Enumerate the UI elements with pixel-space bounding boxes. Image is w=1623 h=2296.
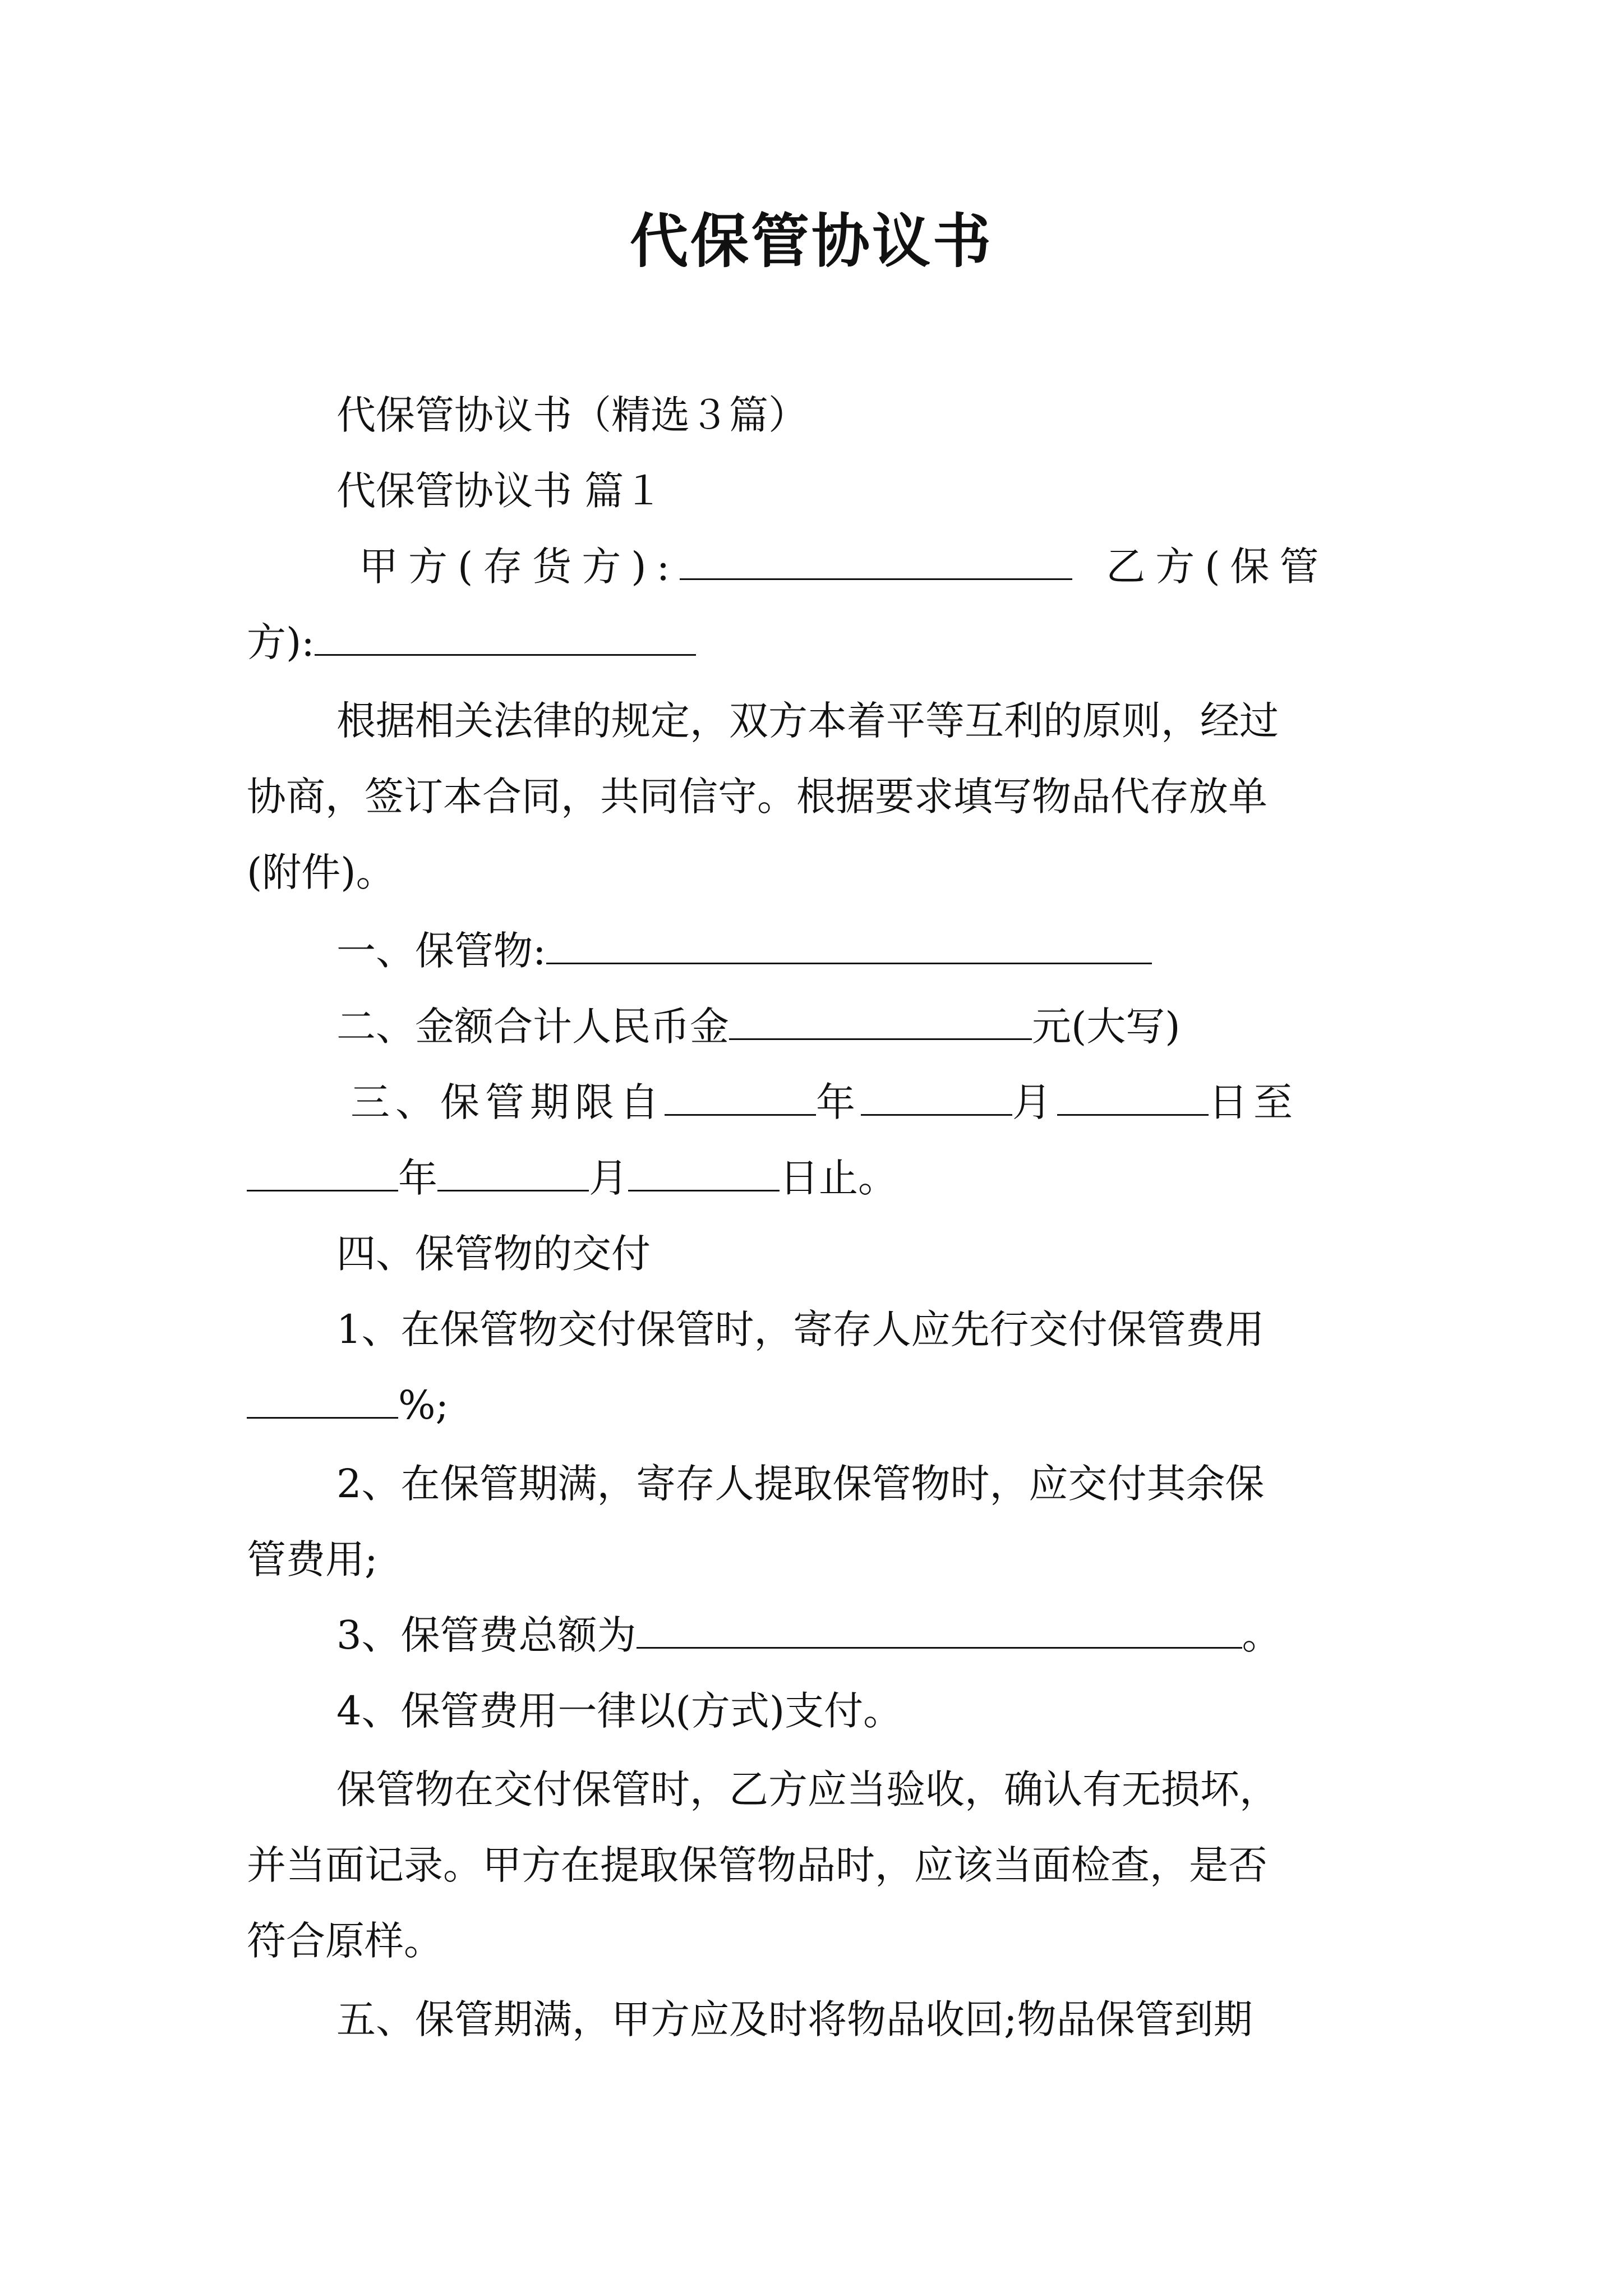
item-1-label: 一、保管物: <box>336 928 546 974</box>
clause-2-line-2: 管费用; <box>247 1536 378 1582</box>
clause-1-blank <box>247 1378 398 1419</box>
item-3-blank-year-2 <box>247 1151 398 1191</box>
item-3-row-2 <box>247 1150 897 1206</box>
clause-1-row-2 <box>247 1377 449 1433</box>
clause-3-label: 3、保管费总额为 <box>336 1612 637 1658</box>
item-3-year: 年 <box>816 1079 861 1125</box>
subtitle: 代保管协议书（精选３篇） <box>336 392 808 438</box>
item-3-blank-month <box>861 1075 1012 1116</box>
party-b-blank <box>315 615 696 656</box>
item-5-line-1: 五、保管期满，甲方应及时将物品收回;物品保管到期 <box>336 1996 1253 2042</box>
party-a-row <box>359 539 1329 595</box>
party-b-label: 乙方(保管 <box>1106 544 1329 590</box>
item-3-blank-month-2 <box>437 1151 589 1191</box>
clause-1-line-1: 1、在保管物交付保管时，寄存人应先行交付保管费用 <box>336 1306 1265 1352</box>
item-3-blank-day <box>1057 1075 1209 1116</box>
item-2-row <box>336 999 1181 1055</box>
item-3-month-2: 月 <box>589 1155 628 1201</box>
item-1-blank <box>546 923 1152 964</box>
item-3-month: 月 <box>1012 1079 1057 1125</box>
inspect-line-2: 并当面记录。甲方在提取保管物品时，应该当面检查，是否 <box>247 1842 1267 1888</box>
intro-line-1: 根据相关法律的规定，双方本着平等互利的原则，经过 <box>336 698 1279 744</box>
item-3-year-2: 年 <box>398 1155 437 1201</box>
item-3-day-to: 日至 <box>1209 1079 1298 1125</box>
party-a-blank <box>680 539 1072 580</box>
item-2-suffix: 元(大写) <box>1032 1004 1181 1050</box>
clause-2-line-1: 2、在保管期满，寄存人提取保管物时，应交付其余保 <box>336 1461 1265 1507</box>
clause-4: 4、保管费用一律以(方式)支付。 <box>336 1688 903 1734</box>
party-a-label: 甲方(存货方): <box>359 544 680 590</box>
clause-3-row <box>336 1607 1281 1663</box>
party-b-label-cont: 方): <box>247 619 315 665</box>
clause-3-suffix: 。 <box>1242 1612 1281 1658</box>
inspect-line-1: 保管物在交付保管时，乙方应当验收，确认有无损坏， <box>336 1766 1279 1812</box>
intro-line-2: 协商，签订本合同，共同信守。根据要求填写物品代存放单 <box>247 774 1267 820</box>
item-3-end: 日止。 <box>780 1155 897 1201</box>
item-4-heading: 四、保管物的交付 <box>336 1231 651 1277</box>
section-heading: 代保管协议书 篇１ <box>336 468 663 514</box>
document-title: 代保管协议书 <box>629 206 993 275</box>
clause-3-blank <box>637 1608 1242 1649</box>
inspect-line-3: 符合原样。 <box>247 1918 443 1964</box>
item-3-label: 三、保管期限自 <box>351 1079 665 1125</box>
item-3-blank-year <box>665 1075 816 1116</box>
intro-line-3: (附件)。 <box>247 849 395 895</box>
party-b-row <box>247 614 696 670</box>
item-2-label: 二、金额合计人民币金 <box>336 1004 729 1050</box>
item-1-row <box>336 923 1152 979</box>
item-3-row <box>351 1074 1298 1130</box>
item-3-blank-day-2 <box>628 1151 780 1191</box>
item-2-blank <box>729 999 1032 1040</box>
clause-1-suffix: %; <box>398 1382 449 1428</box>
